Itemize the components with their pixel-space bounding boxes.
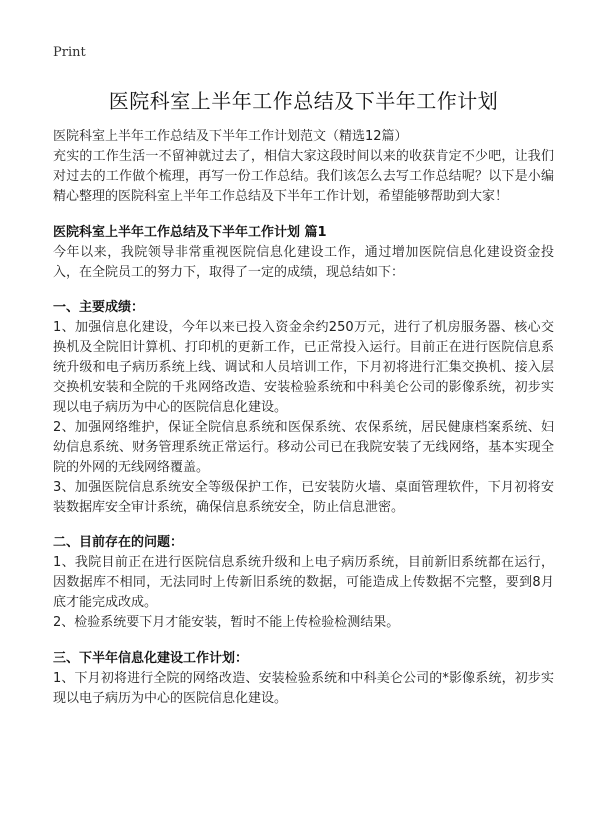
section-paragraph: 1、下月初将进行全院的网络改造、安装检验系统和中科美仑公司的*影像系统，初步实现以电子病历为中心的医院信息化建设。 (53, 671, 554, 706)
section-heading-plan: 三、下半年信息化建设工作计划： (53, 651, 249, 666)
section-heading-achievements: 一、主要成绩： (53, 300, 145, 315)
section-paragraph: 2、检验系统要下月才能安装，暂时不能上传检验检测结果。 (53, 615, 400, 630)
print-link[interactable]: Print (53, 45, 86, 60)
document-title: 医院科室上半年工作总结及下半年工作计划 (108, 89, 499, 113)
section-paragraph: 1、我院目前正在进行医院信息系统升级和上电子病历系统，目前新旧系统都在运行，因数据库不相同，无法同时上传新旧系统的数据，可能造成上传数据不完整，要到8月底才能完成改成。 (53, 555, 554, 610)
section-paragraph: 2、加强网络维护，保证全院信息系统和医保系统、农保系统，居民健康档案系统、妇幼信息系统、财务管理系统正常运行。移动公司已在我院安装了无线网络，基本实现全院的外网的无线网络覆盖。 (53, 420, 554, 475)
document-subtitle: 医院科室上半年工作总结及下半年工作计划范文（精选12篇） (53, 129, 408, 144)
section-heading-problems: 二、目前存在的问题： (53, 535, 184, 550)
article-intro-paragraph: 今年以来，我院领导非常重视医院信息化建设工作，通过增加医院信息化建设资金投入，在全院员工的努力下，取得了一定的成绩，现总结如下： (53, 245, 554, 280)
intro-paragraph: 充实的工作生活一不留神就过去了，相信大家这段时间以来的收获肯定不少吧，让我们对过去的工作做个梳理，再写一份工作总结。我们该怎么去写工作总结呢？以下是小编精心整理的医院科室上半年工作总结及下半年工作计划，希望能够帮助到大家！ (53, 149, 554, 204)
section-paragraph: 3、加强医院信息系统安全等级保护工作，已安装防火墙、桌面管理软件，下月初将安装数据库安全审计系统，确保信息系统安全，防止信息泄密。 (53, 480, 554, 515)
section-paragraph: 1、加强信息化建设，今年以来已投入资金余约250万元，进行了机房服务器、核心交换机及全院旧计算机、打印机的更新工作，已正常投入运行。目前正在进行医院信息系统升级和电子病历系统上线、调试和人员培训工作，下月初将进行汇集交换机、接入层交换机安装和全院的千兆网络改造、安装检验系统和中科美仑公司的影像系统，初步实现以电子病历为中心的医院信息化建设。 (53, 320, 554, 415)
article-heading: 医院科室上半年工作总结及下半年工作计划 篇1 (53, 225, 327, 240)
